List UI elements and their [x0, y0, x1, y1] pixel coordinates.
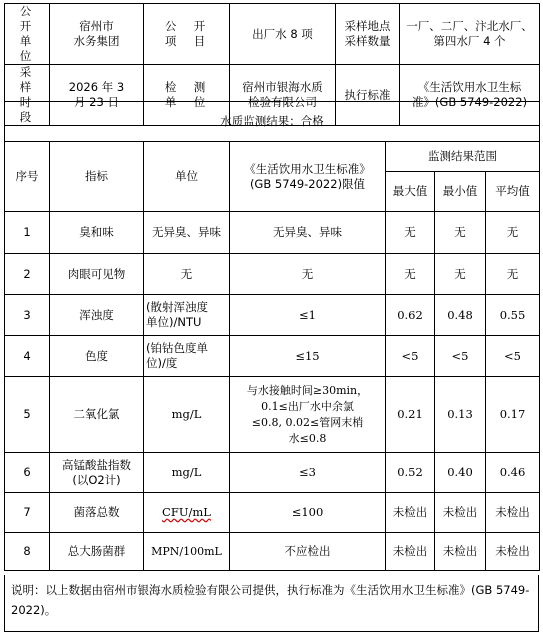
row-max-text: 未检出 [392, 544, 428, 558]
row-unit [144, 295, 230, 336]
col-header-max-text: 最大值 [392, 184, 428, 198]
row-index-text: 5 [23, 407, 31, 421]
row-limit [230, 533, 386, 571]
col-header-range [386, 142, 540, 172]
row-limit [230, 493, 386, 533]
footnote-text: 说明：以上数据由宿州市银海水质检验有限公司提供，执行标准为《生活饮用水卫生标准》(GB 5749-2022)。 [11, 583, 530, 617]
row-avg [486, 493, 540, 533]
date-text: 2026 年 3 月 23 日 [68, 80, 125, 109]
col-header-limit-text: 《生活饮用水卫生标准》 (GB 5749-2022)限值 [244, 161, 371, 191]
row-avg [486, 533, 540, 571]
result-summary-text: 水质监测结果：合格 [220, 114, 324, 128]
col-header-min [435, 172, 486, 212]
row-min [435, 493, 486, 533]
row-indicator-text: 二氧化氯 [73, 407, 120, 421]
row-limit [230, 377, 386, 453]
row-indicator-text: 高锰酸盐指数 (以O2计) [62, 457, 131, 487]
row-unit [144, 453, 230, 493]
row-avg-text: <5 [504, 348, 521, 363]
row-limit [230, 212, 386, 254]
col-header-unit [144, 142, 230, 212]
row-avg-text: 0.46 [499, 465, 526, 479]
row-index-text: 7 [23, 505, 31, 519]
row-min [435, 295, 486, 336]
col-header-unit-text: 单位 [175, 169, 198, 183]
row-max-text: 0.52 [397, 465, 423, 479]
col-header-limit [230, 142, 386, 212]
row-index-text: 6 [23, 465, 31, 479]
row-unit-text: (散射浑浊度 单位)/NTU [146, 300, 208, 329]
label-location-text: 采样地点 采样数量 [344, 19, 391, 48]
row-index [5, 533, 50, 571]
row-min-text: 无 [454, 266, 466, 281]
row-unit-text: 无异臭、异味 [152, 225, 221, 239]
col-header-avg-text: 平均值 [495, 184, 530, 198]
row-avg [486, 336, 540, 377]
lab-text: 宿州市银海水质 检验有限公司 [242, 80, 323, 109]
row-avg-text: 无 [506, 225, 519, 239]
col-header-indicator-text: 指标 [85, 169, 108, 183]
row-max [386, 295, 435, 336]
label-item [144, 4, 230, 65]
row-avg [486, 295, 540, 336]
row-min [435, 533, 486, 571]
col-header-indicator [50, 142, 144, 212]
row-max [386, 254, 435, 295]
label-standard-text: 执行标准 [344, 87, 391, 102]
table-row [5, 254, 540, 295]
results-table [4, 101, 540, 571]
row-index-text: 4 [23, 348, 31, 363]
row-limit [230, 254, 386, 295]
row-unit [144, 336, 230, 377]
row-min-text: 0.13 [447, 407, 473, 421]
row-indicator [50, 453, 144, 493]
row-indicator [50, 533, 144, 571]
row-max-text: 0.21 [397, 407, 423, 421]
label-location [336, 4, 400, 65]
table-row [5, 295, 540, 336]
row-index [5, 254, 50, 295]
label-item-text: 公 开 项 目 [164, 19, 213, 48]
table-row [5, 453, 540, 493]
row-max [386, 493, 435, 533]
row-avg [486, 254, 540, 295]
row-min-text: 0.40 [447, 465, 473, 479]
row-limit [230, 336, 386, 377]
row-limit [230, 295, 386, 336]
row-indicator [50, 295, 144, 336]
row-index [5, 453, 50, 493]
row-min-text: 无 [454, 225, 466, 239]
col-header-index [5, 142, 50, 212]
result-summary [5, 102, 540, 142]
col-header-min-text: 最小值 [442, 184, 478, 198]
col-header-index-text: 序号 [15, 169, 39, 183]
row-avg [486, 212, 540, 254]
table-row [5, 533, 540, 571]
row-limit-text: 无 [301, 266, 314, 281]
row-indicator [50, 212, 144, 254]
row-indicator-text: 色度 [85, 348, 108, 363]
row-min-text: 未检出 [442, 544, 478, 558]
row-unit-text: mg/L [171, 407, 202, 421]
row-min [435, 254, 486, 295]
standard-text: 《生活饮用水卫生标 准》(GB 5749-2022) [411, 80, 528, 109]
row-limit [230, 453, 386, 493]
row-indicator-text: 臭和味 [79, 225, 114, 239]
row-index-text: 2 [23, 266, 31, 281]
row-min [435, 212, 486, 254]
row-max [386, 212, 435, 254]
row-limit-text: ≤100 [291, 505, 324, 519]
header-row-1 [5, 142, 540, 172]
row-avg-text: 0.17 [499, 407, 526, 421]
row-indicator [50, 493, 144, 533]
row-min [435, 377, 486, 453]
row-avg-text: 未检出 [495, 505, 530, 519]
row-max [386, 377, 435, 453]
footnote [4, 575, 539, 632]
row-unit [144, 533, 230, 571]
label-lab-text: 检 测 单 位 [164, 80, 213, 109]
row-limit-text: ≤1 [299, 307, 316, 322]
row-index-text: 8 [23, 544, 31, 558]
row-max-text: 0.62 [397, 307, 423, 322]
row-index [5, 493, 50, 533]
row-min [435, 453, 486, 493]
org-text: 宿州市 水务集团 [73, 19, 120, 48]
item-text: 出厂水 8 项 [252, 26, 313, 41]
row-index [5, 336, 50, 377]
row-limit-text: 无异臭、异味 [273, 225, 342, 239]
row-unit-text: MPN/100mL [151, 545, 222, 558]
result-summary-row [5, 102, 540, 142]
row-avg-text: 未检出 [495, 544, 530, 558]
row-max-text: 无 [404, 266, 416, 281]
row-max [386, 336, 435, 377]
row-unit-text: (铂钴色度单 位)/度 [146, 341, 208, 370]
row-indicator [50, 336, 144, 377]
row-indicator-text: 浑浊度 [79, 307, 114, 322]
row-limit-text: ≤15 [295, 348, 320, 363]
row-index [5, 377, 50, 453]
row-min-text: <5 [451, 348, 469, 363]
row-indicator [50, 254, 144, 295]
table-row [5, 336, 540, 377]
location-value [400, 4, 540, 65]
col-header-avg [486, 172, 540, 212]
row-avg [486, 377, 540, 453]
row-avg [486, 453, 540, 493]
row-min-text: 0.48 [447, 307, 473, 322]
row-unit [144, 493, 230, 533]
row-index [5, 212, 50, 254]
table-row [5, 493, 540, 533]
label-org-text: 公 开 单 位 [19, 4, 39, 63]
item-value [230, 4, 336, 65]
location-text: 一厂、二厂、汴北水厂、 第四水厂 4 个 [406, 19, 533, 48]
row-unit [144, 212, 230, 254]
table-row [5, 212, 540, 254]
row-index [5, 295, 50, 336]
row-limit-text: 不应检出 [284, 544, 331, 558]
col-header-range-text: 监测结果范围 [428, 149, 497, 163]
col-header-max [386, 172, 435, 212]
table-row [5, 377, 540, 453]
org-value [50, 4, 144, 65]
row-indicator [50, 377, 144, 453]
row-indicator-text: 菌落总数 [73, 505, 120, 519]
row-max [386, 533, 435, 571]
row-limit-text: ≤3 [299, 465, 316, 479]
row-unit [144, 377, 230, 453]
row-min [435, 336, 486, 377]
row-index-text: 3 [23, 307, 31, 322]
row-unit [144, 254, 230, 295]
row-unit-text: mg/L [171, 465, 202, 479]
info-row-1 [5, 4, 540, 65]
row-unit-text: 无 [180, 266, 193, 281]
label-period-text: 采 样 时 段 [19, 65, 39, 124]
row-max-text: 未检出 [392, 505, 428, 519]
row-indicator-text: 总大肠菌群 [67, 544, 126, 558]
row-max [386, 453, 435, 493]
row-avg-text: 无 [506, 266, 519, 281]
row-min-text: 未检出 [442, 505, 478, 519]
row-limit-text: 与水接触时间≥30min， 0.1≤出厂水中余氯 ≤0.8, 0.02≤管网末梢 水≤0.8 [246, 383, 369, 445]
row-max-text: 无 [404, 225, 416, 239]
label-org [5, 4, 50, 65]
row-avg-text: 0.55 [499, 307, 526, 322]
row-index-text: 1 [23, 225, 31, 239]
row-unit-text: CFU/mL [162, 505, 211, 519]
row-indicator-text: 肉眼可见物 [67, 266, 126, 281]
row-max-text: <5 [401, 348, 419, 363]
